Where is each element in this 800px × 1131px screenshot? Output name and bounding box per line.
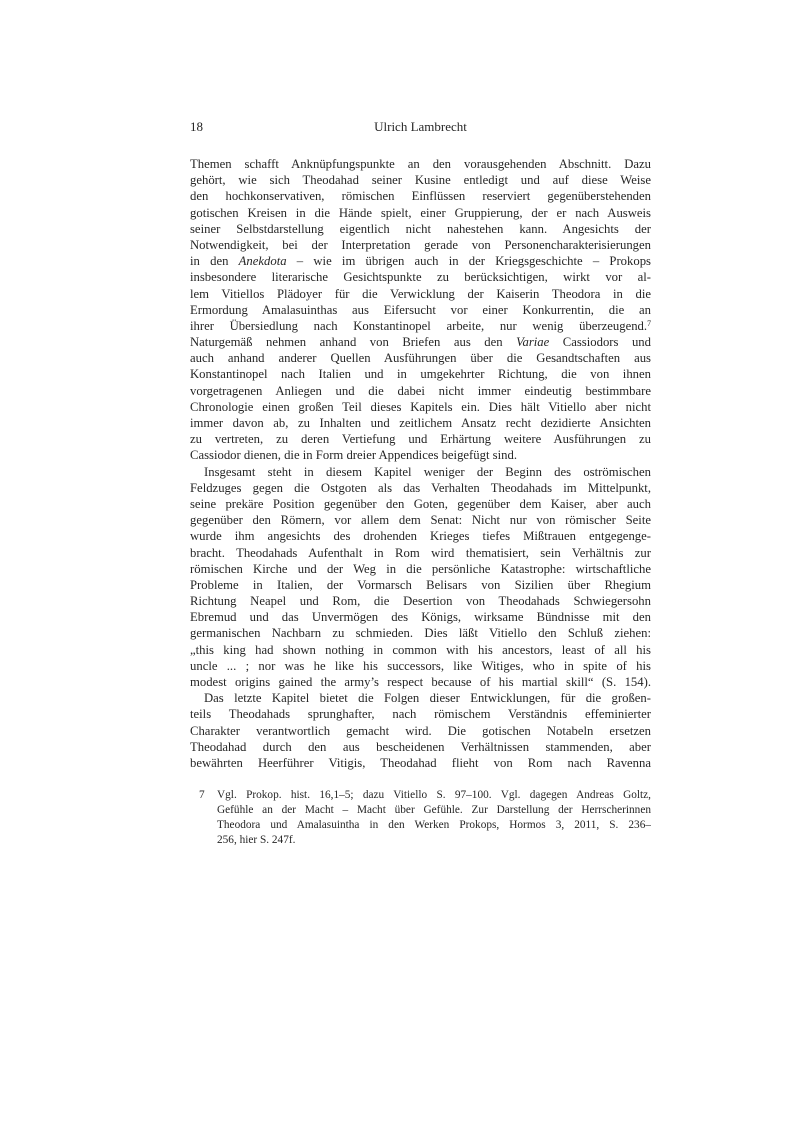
text-line: Das letzte Kapitel bietet die Folgen dieser Entwicklungen, für die großen- — [204, 691, 651, 706]
italic-term: Variae — [516, 335, 550, 350]
text-line: gegenüber den Römern, vor allem dem Senat: Nicht nur von römischer Seite — [190, 513, 651, 528]
text-line: Gefühle an der Macht – Macht über Gefühle. Zur Darstellung der Herrscherinnen — [217, 804, 651, 817]
text-line: wurde ihm angesichts des drohenden Krieges tiefes Mißtrauen entgegenge- — [190, 529, 651, 544]
paragraph — [190, 690, 651, 771]
footnote — [190, 788, 651, 848]
text-line: immer davon ab, zu Inhalten und zeitlichem Ansatz recht dezidierte Ansichten — [190, 416, 651, 430]
text-line: auch anhand anderer Quellen Ausführungen über die Gesandtschaften aus — [190, 351, 651, 366]
text-line: vorgetragenen Anliegen und die dabei nicht immer eindeutig bestimmbare — [190, 383, 651, 398]
text-line: Naturgemäß nehmen anhand von Briefen aus den Variae Cassiodors und — [190, 335, 651, 350]
running-head: Ulrich Lambrecht — [374, 119, 467, 134]
text-line: 256, hier S. 247f. — [217, 834, 296, 847]
text-line: seine prekäre Position gegenüber den Goten, gegenüber dem Kaiser, aber auch — [190, 496, 651, 511]
text-line: Ebremud und das Unvermögen des Königs, wirksame Bündnisse mit den — [190, 610, 651, 625]
text-line: Ermordung Amalasuinthas aus Eifersucht vor einer Konkurrentin, die an — [190, 302, 651, 317]
text-line: bracht. Theodahads Aufenthalt in Rom wird thematisiert, sein Verhältnis zur — [190, 545, 651, 560]
paragraph — [190, 156, 651, 464]
footnote-reference: 7 — [647, 319, 651, 329]
text-line: Notwendigkeit, bei der Interpretation gerade von Personencharakterisierungen — [190, 237, 651, 252]
page-number: 18 — [190, 119, 203, 134]
text-line: Probleme in Italien, der Vormarsch Belisars von Sizilien über Rhegium — [190, 577, 651, 592]
text-line: „this king had shown nothing in common with his ancestors, least of all his — [190, 642, 651, 657]
text-line: uncle ... ; nor was he like his successors, like Witiges, who in spite of his — [190, 658, 651, 673]
body-text — [190, 156, 651, 771]
text-line: Richtung Neapel und Rom, die Desertion von Theodahads Schwiegersohn — [190, 594, 651, 609]
text-line: Vgl. Prokop. hist. 16,1–5; dazu Vitiello S. 97–100. Vgl. dagegen Andreas Goltz, — [217, 789, 651, 802]
paragraph — [190, 464, 651, 691]
text-line: ihrer Übersiedlung nach Konstantinopel arbeite, nur wenig überzeugend.$^7$ — [190, 318, 651, 333]
text-line: Theodora und Amalasuintha in den Werken Prokops, Hormos 3, 2011, S. 236– — [217, 819, 651, 832]
text-line: römischen Kirche und der Weg in die persönliche Katastrophe: wirtschaftliche — [190, 561, 651, 576]
italic-term: Anekdota — [238, 254, 287, 269]
text-line: in den Anekdota – wie im übrigen auch in der Kriegsgeschichte – Prokops — [190, 254, 651, 269]
text-line: Insgesamt steht in diesem Kapitel weniger der Beginn des oströmischen — [204, 464, 651, 479]
footnote-number: 7 — [199, 789, 205, 802]
text-line: seiner Selbstdarstellung eigentlich nicht nahestehen kann. Angesichts der — [190, 221, 651, 236]
text-line: zu vertreten, zu deren Vertiefung und Erhärtung weitere Ausführungen zu — [190, 432, 651, 447]
text-line: Konstantinopel nach Italien und in umgekehrter Richtung, die von ihnen — [190, 367, 651, 382]
text-line: modest origins gained the army’s respect because of his martial skill“ (S. 154). — [190, 675, 651, 689]
text-line: Cassiodor dienen, die in Form dreier Appendices beigefügt sind. — [190, 448, 517, 463]
text-line: den hochkonservativen, römischen Einflüssen reserviert gegenüberstehenden — [190, 189, 651, 204]
text-line: teils Theodahads sprunghafter, nach römischem Verständnis effeminierter — [190, 707, 651, 722]
text-line: insbesondere literarische Gesichtspunkte zu berücksichtigen, wirkt vor al- — [190, 270, 651, 285]
footnote-text — [217, 788, 651, 848]
text-line: Theodahad durch den aus bescheidenen Verhältnissen stammenden, aber — [190, 739, 651, 754]
text-line: lem Vitiellos Plädoyer für die Verwicklung der Kaiserin Theodora in die — [190, 286, 651, 301]
text-line: bewährten Heerführer Vitigis, Theodahad flieht von Rom nach Ravenna — [190, 755, 651, 770]
page-header — [190, 119, 651, 135]
text-line: gotischen Kreisen in die Hände spielt, einer Gruppierung, der er nach Ausweis — [190, 205, 651, 220]
text-line: Chronologie einen großen Teil dieses Kapitels ein. Dies hält Vitiello aber nicht — [190, 399, 651, 414]
text-line: Themen schafft Anknüpfungspunkte an den vorausgehenden Abschnitt. Dazu — [190, 157, 651, 171]
text-column — [190, 119, 651, 848]
text-line: germanischen Nachbarn zu schmieden. Dies läßt Vitiello den Schluß ziehen: — [190, 626, 651, 641]
text-line: Charakter verantwortlich gemacht wird. Die gotischen Notabeln ersetzen — [190, 723, 651, 738]
text-line: gehört, wie sich Theodahad seiner Kusine entledigt und auf diese Weise — [190, 173, 651, 188]
text-line: Feldzuges gegen die Ostgoten als das Verhalten Theodahads im Mittelpunkt, — [190, 480, 651, 495]
